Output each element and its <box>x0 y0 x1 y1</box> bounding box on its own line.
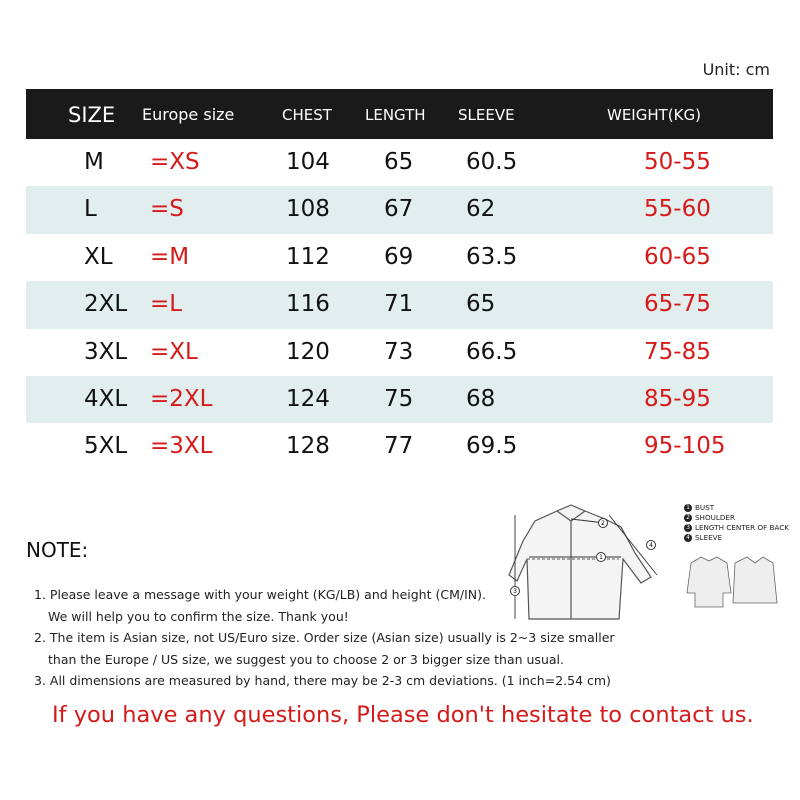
cell-chest: 104 <box>286 149 330 175</box>
diagram-legend <box>684 503 789 543</box>
unit-label: Unit: cm <box>702 60 770 79</box>
table-row <box>26 281 773 328</box>
cell-length: 69 <box>384 243 414 270</box>
cell-length: 67 <box>384 196 414 223</box>
cell-sleeve: 62 <box>466 196 496 223</box>
cell-sleeve: 63.5 <box>466 243 518 270</box>
note-1-line-1: 1. Please leave a message with your weight (KG/LB) and height (CM/IN). <box>34 587 486 602</box>
cell-weight: 85-95 <box>644 385 711 412</box>
cell-chest: 116 <box>286 291 330 318</box>
header-length: LENGTH <box>365 106 426 124</box>
contact-message: If you have any questions, Please don't hesitate to contact us. <box>52 702 754 728</box>
cell-chest: 120 <box>286 338 330 365</box>
cell-size: XL <box>84 243 113 270</box>
cell-europe-size: =M <box>150 243 190 270</box>
cell-europe-size: =XS <box>150 149 200 175</box>
marker-2: 2 <box>601 520 605 528</box>
cell-chest: 128 <box>286 433 330 460</box>
cell-weight: 75-85 <box>644 338 711 365</box>
note-title: NOTE: <box>26 538 89 562</box>
cell-chest: 124 <box>286 385 330 412</box>
cell-sleeve: 65 <box>466 291 496 318</box>
cell-europe-size: =S <box>150 196 184 223</box>
cell-length: 71 <box>384 291 414 318</box>
cell-sleeve: 66.5 <box>466 338 518 365</box>
legend-label: LENGTH CENTER OF BACK <box>695 523 789 532</box>
table-row <box>26 139 773 186</box>
cell-size: 4XL <box>84 385 128 412</box>
table-row <box>26 186 773 233</box>
legend-item <box>684 503 789 513</box>
legend-label: BUST <box>695 503 715 512</box>
table-row <box>26 329 773 376</box>
cell-europe-size: =L <box>150 291 183 318</box>
table-row <box>26 423 773 470</box>
marker-1: 1 <box>599 554 603 562</box>
cell-length: 65 <box>384 149 414 175</box>
table-header <box>26 89 773 139</box>
cell-weight: 50-55 <box>644 149 711 175</box>
cell-europe-size: =3XL <box>150 433 213 460</box>
cell-chest: 108 <box>286 196 330 223</box>
legend-item <box>684 513 789 523</box>
cell-europe-size: =XL <box>150 338 198 365</box>
header-sleeve: SLEEVE <box>458 106 515 124</box>
legend-number: 3 <box>684 524 692 532</box>
size-chart-table <box>26 89 773 471</box>
mini-jacket-icons <box>687 557 777 607</box>
cell-size: L <box>84 196 97 223</box>
shirt-outline <box>509 505 651 619</box>
legend-item <box>684 523 789 533</box>
cell-size: 3XL <box>84 338 128 365</box>
cell-size: 2XL <box>84 291 128 318</box>
cell-weight: 95-105 <box>644 433 726 460</box>
cell-length: 73 <box>384 338 414 365</box>
cell-sleeve: 60.5 <box>466 149 518 175</box>
marker-3: 3 <box>513 588 517 596</box>
note-1-line-2: We will help you to confirm the size. Thank you! <box>48 608 349 624</box>
legend-number: 1 <box>684 504 692 512</box>
table-row <box>26 234 773 281</box>
cell-weight: 65-75 <box>644 291 711 318</box>
legend-label: SLEEVE <box>695 533 723 542</box>
note-2-line-1: 2. The item is Asian size, not US/Euro size. Order size (Asian size) usually is 2~3 size smaller <box>34 630 615 645</box>
cell-chest: 112 <box>286 243 330 270</box>
cell-sleeve: 69.5 <box>466 433 518 460</box>
header-europe-size: Europe size <box>142 105 235 124</box>
cell-size: M <box>84 149 104 175</box>
marker-4: 4 <box>649 542 653 550</box>
cell-length: 75 <box>384 385 414 412</box>
cell-weight: 60-65 <box>644 243 711 270</box>
cell-size: 5XL <box>84 433 128 460</box>
note-2-line-2: than the Europe / US size, we suggest you to choose 2 or 3 bigger size than usual. <box>48 651 564 667</box>
cell-weight: 55-60 <box>644 196 711 223</box>
header-chest: CHEST <box>282 106 332 124</box>
table-row <box>26 376 773 423</box>
cell-length: 77 <box>384 433 414 460</box>
legend-item <box>684 533 789 543</box>
cell-sleeve: 68 <box>466 385 496 412</box>
legend-label: SHOULDER <box>695 513 735 522</box>
note-3: 3. All dimensions are measured by hand, there may be 2-3 cm deviations. (1 inch=2.54 cm) <box>34 673 611 688</box>
legend-number: 4 <box>684 534 692 542</box>
header-size: SIZE <box>68 103 116 127</box>
header-weight: WEIGHT(KG) <box>607 106 701 124</box>
cell-europe-size: =2XL <box>150 385 213 412</box>
legend-number: 2 <box>684 514 692 522</box>
